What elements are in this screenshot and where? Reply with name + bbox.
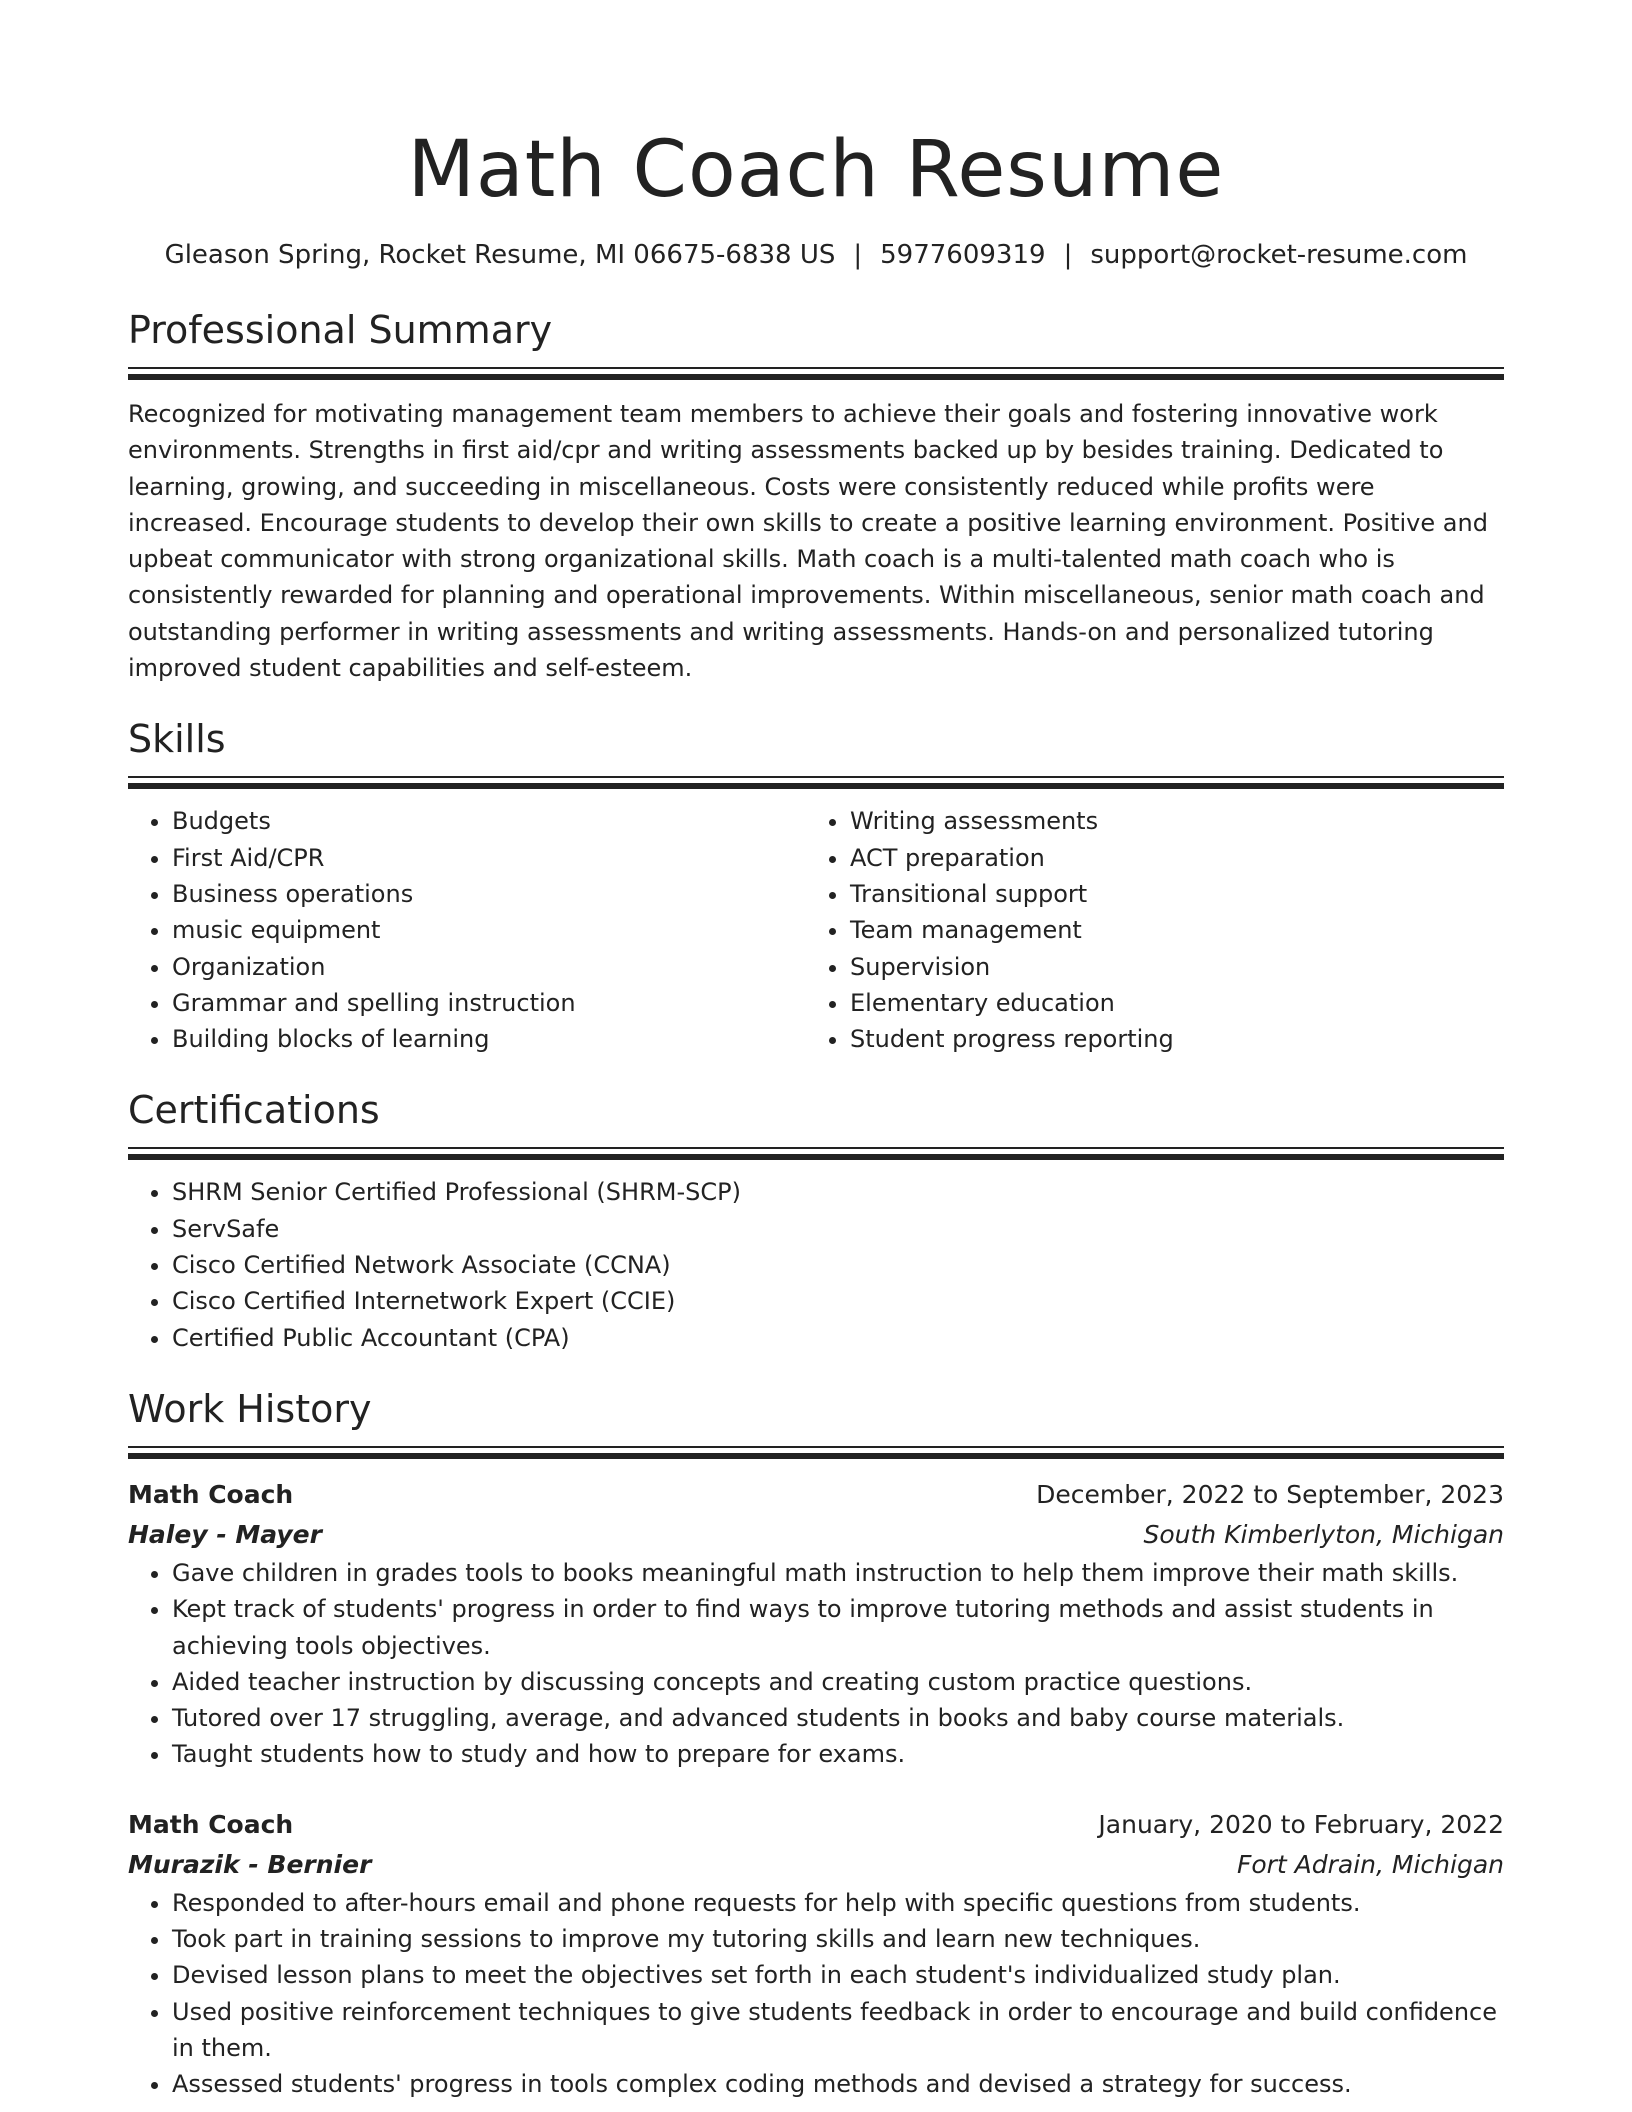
skill-item: • Budgets	[172, 803, 806, 839]
job-company: Murazik - Bernier	[128, 1849, 372, 1879]
skills-column-left	[128, 803, 806, 1057]
skill-item: • Elementary education	[850, 985, 1484, 1021]
resume-page	[128, 0, 1504, 2103]
contact-line	[128, 238, 1504, 272]
contact-separator: |	[1063, 240, 1073, 270]
skill-item: • Grammar and spelling instruction	[172, 985, 806, 1021]
section-divider	[128, 783, 1504, 789]
job-title: Math Coach	[128, 1479, 294, 1509]
job-bullet: • Responded to after-hours email and phone requests for help with specific questions from students.	[172, 1885, 1504, 1921]
skill-item: • music equipment	[172, 912, 806, 948]
work-history-section	[128, 1384, 1504, 2103]
resume-name: Math Coach Resume	[407, 125, 1225, 215]
job-bullet: • Assessed students' progress in tools complex coding methods and devised a strategy for success.	[172, 2066, 1504, 2102]
job-company: Haley - Mayer	[128, 1519, 322, 1549]
job-bullet: • Devised lesson plans to meet the objectives set forth in each student's individualized study plan.	[172, 1957, 1504, 1993]
job-subheader	[128, 1845, 1504, 1885]
certifications-section	[128, 1085, 1504, 1355]
contact-email[interactable]: support@rocket-resume.com	[1090, 240, 1468, 270]
skills-column-right	[806, 803, 1484, 1057]
certification-item: • Cisco Certified Internetwork Expert (CCIE)	[172, 1283, 1504, 1319]
skill-item: • Supervision	[850, 949, 1484, 985]
section-divider	[128, 1154, 1504, 1160]
skill-item: • Organization	[172, 949, 806, 985]
skills-list	[128, 803, 806, 1057]
skill-item: • Transitional support	[850, 876, 1484, 912]
job-bullet: • Took part in training sessions to improve my tutoring skills and learn new techniques.	[172, 1921, 1504, 1957]
job-header	[128, 1475, 1504, 1515]
section-divider	[128, 1453, 1504, 1459]
section-divider	[128, 776, 1504, 778]
summary-section	[128, 305, 1504, 686]
work-history-heading: Work History	[128, 1386, 372, 1431]
skill-item: • Business operations	[172, 876, 806, 912]
job-bullet-list	[128, 1885, 1504, 2103]
job-dates: January, 2020 to February, 2022	[1098, 1809, 1504, 1839]
job-subheader	[128, 1515, 1504, 1555]
section-divider	[128, 1446, 1504, 1448]
certification-item: • SHRM Senior Certified Professional (SHRM-SCP)	[172, 1174, 1504, 1210]
contact-address: Gleason Spring, Rocket Resume, MI 06675-6838 US	[164, 240, 836, 270]
skills-section	[128, 714, 1504, 1057]
skill-item: • ACT preparation	[850, 840, 1484, 876]
skill-item: • First Aid/CPR	[172, 840, 806, 876]
certifications-list	[128, 1174, 1504, 1355]
job-bullet: • Gave children in grades tools to books meaningful math instruction to help them improve their math skills.	[172, 1555, 1504, 1591]
contact-phone: 5977609319	[880, 240, 1046, 270]
job-bullet: • Tutored over 17 struggling, average, and advanced students in books and baby course materials.	[172, 1700, 1504, 1736]
skill-item: • Writing assessments	[850, 803, 1484, 839]
job-bullet: • Kept track of students' progress in order to find ways to improve tutoring methods and assist students in achieving tools objectives.	[172, 1591, 1504, 1664]
job-bullet-list	[128, 1555, 1504, 1773]
summary-text: Recognized for motivating management team members to achieve their goals and fostering innovative work environments. Strengths in first aid/cpr and writing assessments backed up by besides training. Dedicated to learning, growing, and succeeding in miscellaneous. Costs were consistently reduced while profits were increased. Encourage students to develop their own skills to create a positive learning environment. Positive and upbeat communicator with strong organizational skills. Math coach is a multi-talented math coach who is consistently rewarded for planning and operational improvements. Within miscellaneous, senior math coach and outstanding performer in writing assessments and writing assessments. Hands-on and personalized tutoring improved student capabilities and self-esteem.	[128, 400, 1488, 683]
job-location: South Kimberlyton, Michigan	[1143, 1519, 1504, 1549]
contact-separator: |	[853, 240, 863, 270]
job-dates: December, 2022 to September, 2023	[1036, 1479, 1504, 1509]
job-bullet: • Taught students how to study and how to prepare for exams.	[172, 1736, 1504, 1772]
job-bullet: • Used positive reinforcement techniques to give students feedback in order to encourage and build confidence in them.	[172, 1994, 1504, 2067]
summary-heading: Professional Summary	[128, 308, 553, 352]
skills-heading: Skills	[128, 717, 226, 762]
certification-item: • Cisco Certified Network Associate (CCNA)	[172, 1247, 1504, 1283]
certifications-heading: Certifications	[128, 1088, 380, 1133]
skills-columns	[128, 803, 1504, 1057]
job-header	[128, 1805, 1504, 1845]
section-divider	[128, 374, 1504, 380]
job-location: Fort Adrain, Michigan	[1236, 1849, 1504, 1879]
job-entry	[128, 1805, 1504, 2103]
skill-item: • Team management	[850, 912, 1484, 948]
skills-list	[806, 803, 1484, 1057]
section-divider	[128, 367, 1504, 369]
skill-item: • Building blocks of learning	[172, 1021, 806, 1057]
certification-item: • ServSafe	[172, 1211, 1504, 1247]
skill-item: • Student progress reporting	[850, 1021, 1484, 1057]
job-title: Math Coach	[128, 1809, 294, 1839]
section-divider	[128, 1147, 1504, 1149]
job-bullet: • Aided teacher instruction by discussing concepts and creating custom practice questions.	[172, 1664, 1504, 1700]
certification-item: • Certified Public Accountant (CPA)	[172, 1320, 1504, 1356]
job-entry	[128, 1475, 1504, 1773]
